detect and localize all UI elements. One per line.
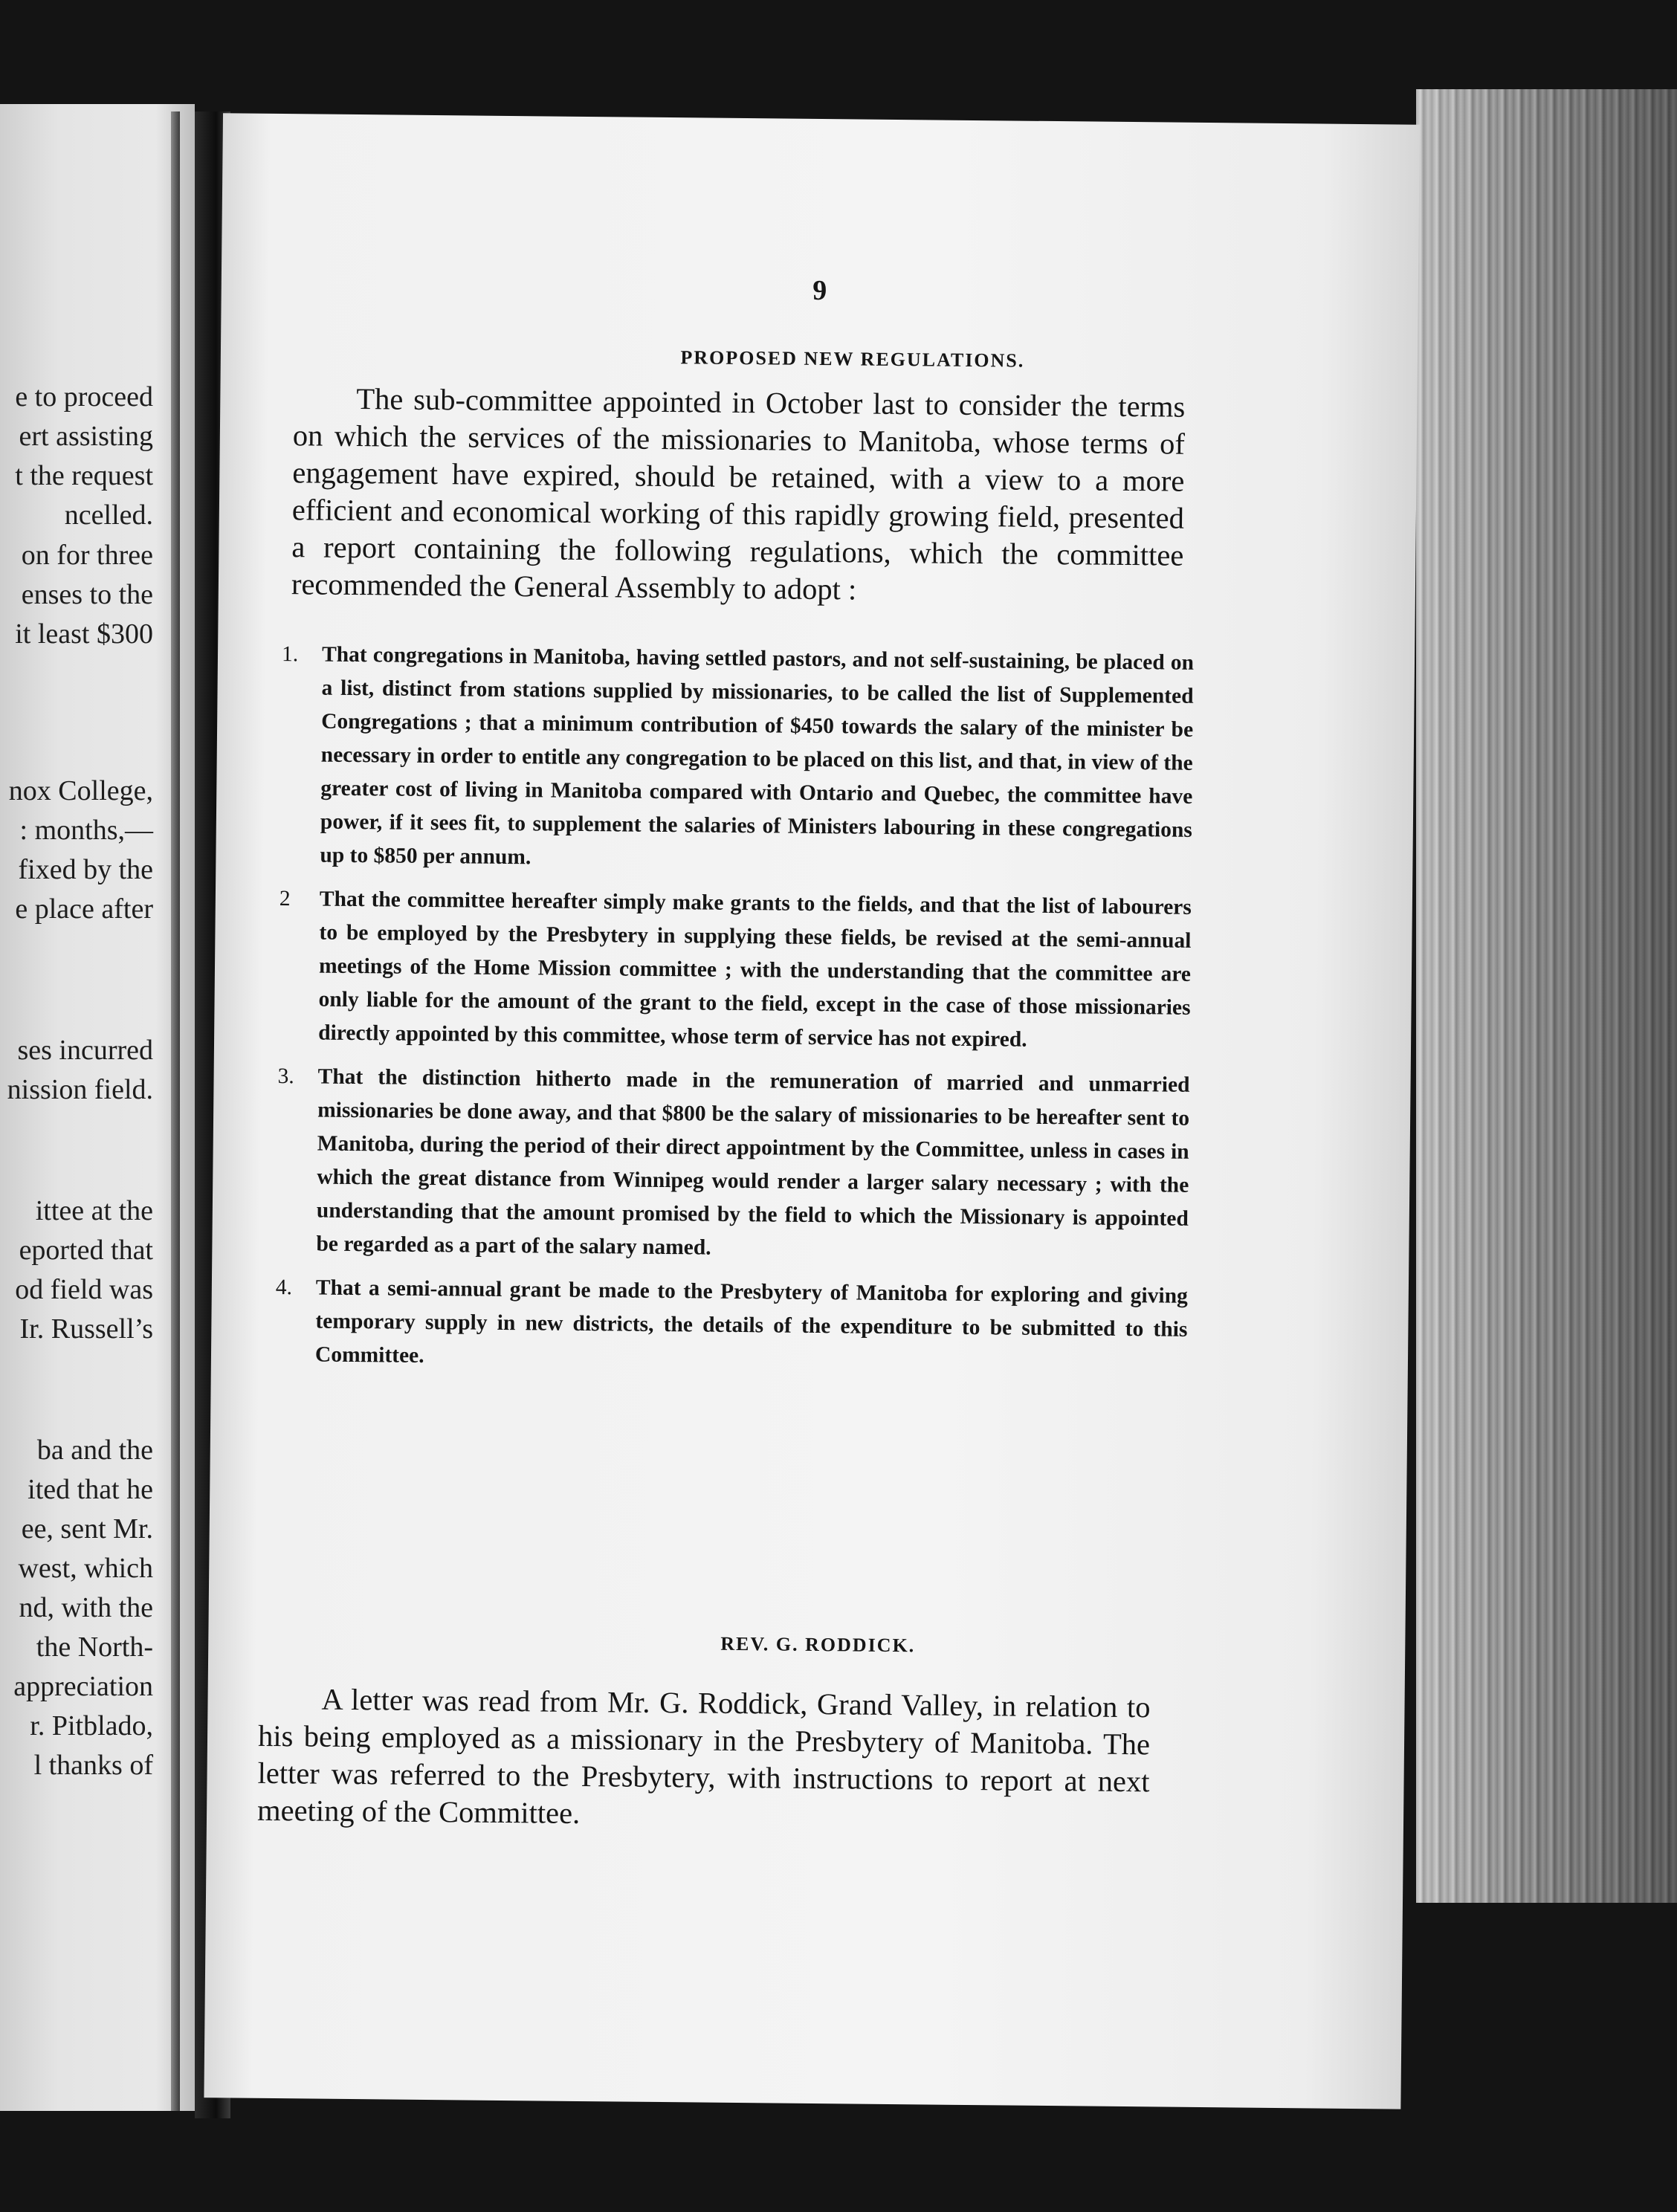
left-page-line: it least $300 xyxy=(15,618,153,650)
intro-paragraph-text: The sub-committee appointed in October last to consider the terms on which the services of the missionaries to Manitoba, whose terms of engagement have expired, should be retained, with a view to a more efficient and economical working of this rapidly growing field, presented a report containing the following regulations, which the committee recommended the General Assembly to adopt : xyxy=(291,382,1186,607)
left-page-crease xyxy=(171,111,180,2111)
regulation-item xyxy=(262,1271,1188,1380)
page-number: 9 xyxy=(812,274,827,307)
closing-paragraph xyxy=(257,1681,1151,1838)
regulation-text: That the committee hereafter simply make grants to the fields, and that the list of labourers to be employed by the Presbytery in supplying these fields, be revised at the semi-annual meetings of the Home Mission committee ; with the understanding that the committee are only liable for the amount of the grant to the field, except in the case of those missionaries directly appointed by this committee, whose term of service has not expired. xyxy=(318,887,1192,1052)
left-page-line: west, which xyxy=(18,1553,153,1584)
left-page-line: od field was xyxy=(15,1274,153,1305)
left-page-line: Ir. Russell’s xyxy=(19,1313,153,1345)
regulation-number: 4. xyxy=(275,1275,293,1300)
regulation-text: That the distinction hitherto made in the remuneration of married and unmarried missionaries be done away, and that $800 be the salary of missionaries to be hereafter sent to Manitoba, during the period of their direct appointment by the Committee, unless in cases in which the great distance from Winnipeg would render a larger salary necessary ; with the understanding that the amount promised by the field to which the Missionary is appointed be regarded as a part of the salary named. xyxy=(316,1064,1190,1260)
closing-paragraph-text: A letter was read from Mr. G. Roddick, Grand Valley, in relation to his being employed as a missionary in the Presbytery of Manitoba. The letter was referred to the Presbytery, with instructions to report at next meeting of the Committee. xyxy=(256,1682,1151,1830)
left-page-line: ited that he xyxy=(28,1474,153,1505)
left-page-line: ert assisting xyxy=(19,421,153,452)
left-page-line: appreciation xyxy=(13,1671,153,1702)
left-page-line: ee, sent Mr. xyxy=(21,1513,153,1545)
left-page-line: l thanks of xyxy=(33,1750,153,1781)
left-facing-page xyxy=(0,104,195,2111)
left-page-line: t the request xyxy=(15,460,153,491)
left-page-line: enses to the xyxy=(21,579,153,610)
left-page-line: the North- xyxy=(36,1631,153,1663)
left-page-line: nd, with the xyxy=(19,1592,153,1623)
paragraph-indent xyxy=(258,1709,321,1710)
left-page-line: ittee at the xyxy=(35,1195,153,1226)
section-heading-rev-roddick: REV. G. RODDICK. xyxy=(720,1632,916,1657)
regulation-item xyxy=(262,1060,1190,1270)
regulation-item xyxy=(265,882,1192,1058)
book-page-edges-shadow xyxy=(1416,89,1677,1903)
regulation-number: 2 xyxy=(279,887,291,911)
regulation-text: That congregations in Manitoba, having settled pastors, and not self-sustaining, be placed on a list, distinct from stations supplied by missionaries, to be called the list of Supplemented Congregations ; that a minimum contribution of $450 towards the salary of the minister be necessary in order to entitle any congregation to be placed on this list, and that, in view of the greater cost of living in Manitoba compared with Ontario and Quebec, the committee have power, if it sees fit, to supplement the salaries of Ministers labouring in these congregations up to $850 per annum. xyxy=(320,642,1195,870)
paragraph-indent xyxy=(293,408,356,409)
regulation-number: 1. xyxy=(281,642,299,667)
regulation-number: 3. xyxy=(277,1064,294,1089)
left-page-line: on for three xyxy=(21,540,153,571)
section-heading-proposed-regulations: PROPOSED NEW REGULATIONS. xyxy=(680,346,1025,372)
regulation-item xyxy=(266,638,1194,881)
left-page-line: r. Pitblado, xyxy=(30,1710,153,1742)
main-page xyxy=(204,113,1420,2109)
left-page-line: : months,— xyxy=(19,815,153,846)
intro-paragraph xyxy=(291,380,1186,612)
regulations-list xyxy=(262,638,1195,1391)
left-page-line: eported that xyxy=(19,1235,153,1266)
regulation-text: That a semi-annual grant be made to the Presbytery of Manitoba for exploring and giving temporary supply in new districts, the details of the expenditure to be submitted to this Committee. xyxy=(314,1275,1188,1368)
left-page-line: ses incurred xyxy=(17,1035,153,1066)
left-page-line: nission field. xyxy=(7,1074,153,1105)
left-page-line: nox College, xyxy=(8,775,153,806)
left-page-line: ba and the xyxy=(36,1435,153,1466)
left-page-line: fixed by the xyxy=(18,854,153,885)
left-page-line: e to proceed xyxy=(15,381,153,413)
left-page-line: e place after xyxy=(15,893,153,925)
left-page-line: ncelled. xyxy=(64,499,153,531)
